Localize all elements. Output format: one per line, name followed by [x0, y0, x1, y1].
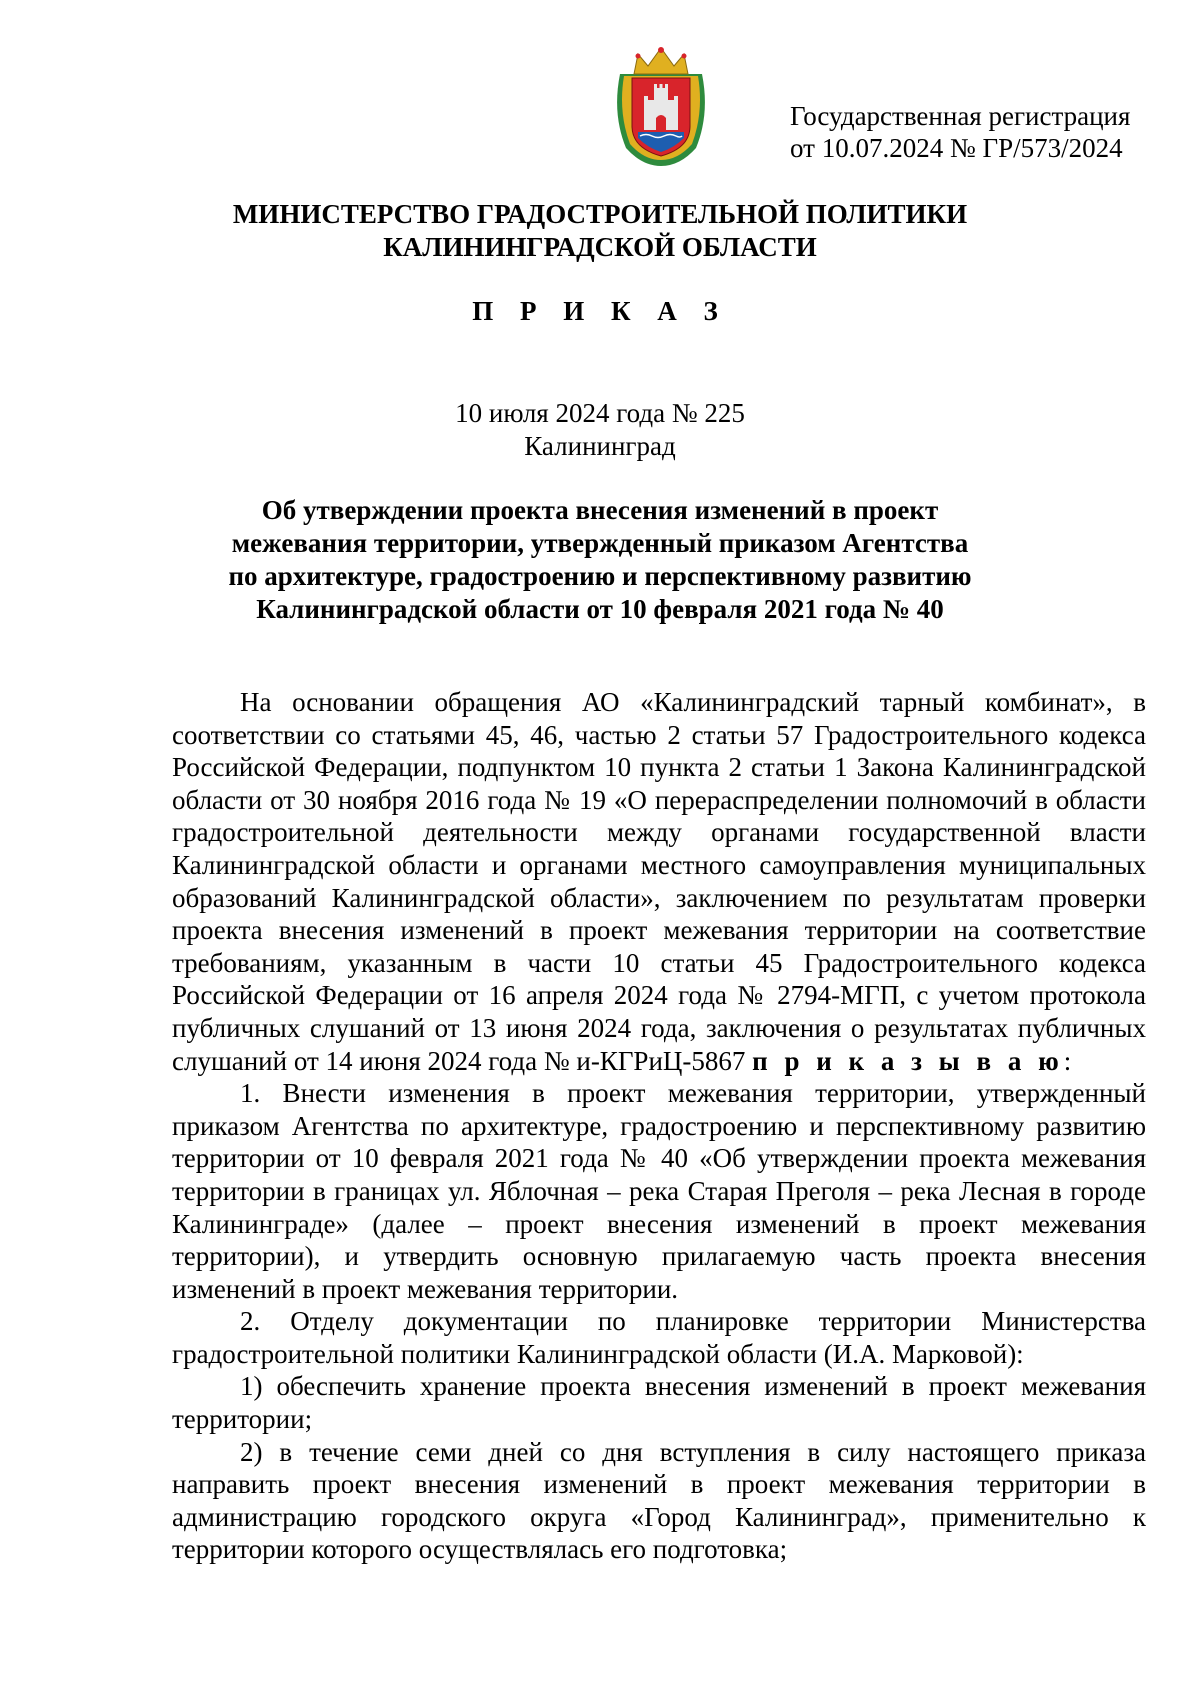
- document-body: [172, 686, 1146, 1566]
- preamble-paragraph: [172, 686, 1146, 1077]
- item-1: 1. Внести изменения в проект межевания территории, утвержденный приказом Агентства по архитектуре, градостроению и перспективному развитию территории от 10 февраля 2021 года № 40 «Об утверждении проекта межевания территории в границах ул. Яблочная – река Старая Преголя – река Лесная в городе Калининграде» (далее – проект внесения изменений в проект межевания территории), и утвердить основную прилагаемую часть проекта внесения изменений в проект межевания территории.: [172, 1078, 1146, 1304]
- state-registration: [790, 100, 1130, 164]
- subject-line-2: межевания территории, утвержденный приказом Агентства: [231, 528, 969, 558]
- subject-line-1: Об утверждении проекта внесения изменений в проект: [261, 495, 939, 525]
- registration-line-2: от 10.07.2024 № ГР/573/2024: [790, 133, 1123, 163]
- ministry-title: [0, 198, 1200, 264]
- item-2: 2. Отделу документации по планировке территории Министерства градостроительной политики Калининградской области (И.А. Марковой):: [172, 1306, 1146, 1369]
- subject-line-3: по архитектуре, градостроению и перспективному развитию: [228, 561, 972, 591]
- document-type: П Р И К А З: [472, 296, 728, 326]
- date-line: 10 июля 2024 года № 225: [455, 398, 745, 428]
- preamble-text: На основании обращения АО «Калининградский тарный комбинат», в соответствии со статьями 45, 46, частью 2 статьи 57 Градостроительного кодекса Российской Федерации, подпунктом 10 пункта 2 статьи 1 Закона Калининградской области от 30 ноября 2016 года № 19 «О перераспределении полномочий в области градостроительной деятельности между органами государственной власти Калининградской области и органами местного самоуправления муниципальных образований Калининградской области», заключением по результатам проверки проекта внесения изменений в проект межевания территории на соответствие требованиям, указанным в части 10 статьи 45 Градостроительного кодекса Российской Федерации от 16 апреля 2024 года № 2794-МГП, с учетом протокола публичных слушаний от 13 июня 2024 года, заключения о результатах публичных слушаний от 14 июня 2024 года № и-КГРиЦ-5867: [172, 687, 1146, 1076]
- document-subject: [0, 494, 1200, 626]
- order-colon: :: [1063, 1045, 1072, 1076]
- ministry-line-2: КАЛИНИНГРАДСКОЙ ОБЛАСТИ: [383, 232, 817, 262]
- date-and-place: [0, 397, 1200, 463]
- item-2-2: 2) в течение семи дней со дня вступления в силу настоящего приказа направить проект внесения изменений в проект межевания территории в администрацию городского округа «Город Калининград», применительно к территории которого осуществлялась его подготовка;: [172, 1436, 1146, 1565]
- subject-line-4: Калининградской области от 10 февраля 2021 года № 40: [256, 594, 944, 624]
- item-2-1: 1) обеспечить хранение проекта внесения изменений в проект межевания территории;: [172, 1371, 1146, 1435]
- coat-of-arms-icon: [612, 44, 710, 168]
- order-word: п р и к а з ы в а ю: [752, 1045, 1064, 1076]
- registration-line-1: Государственная регистрация: [790, 101, 1131, 131]
- city: Калининград: [524, 431, 676, 461]
- ministry-line-1: МИНИСТЕРСТВО ГРАДОСТРОИТЕЛЬНОЙ ПОЛИТИКИ: [232, 199, 968, 229]
